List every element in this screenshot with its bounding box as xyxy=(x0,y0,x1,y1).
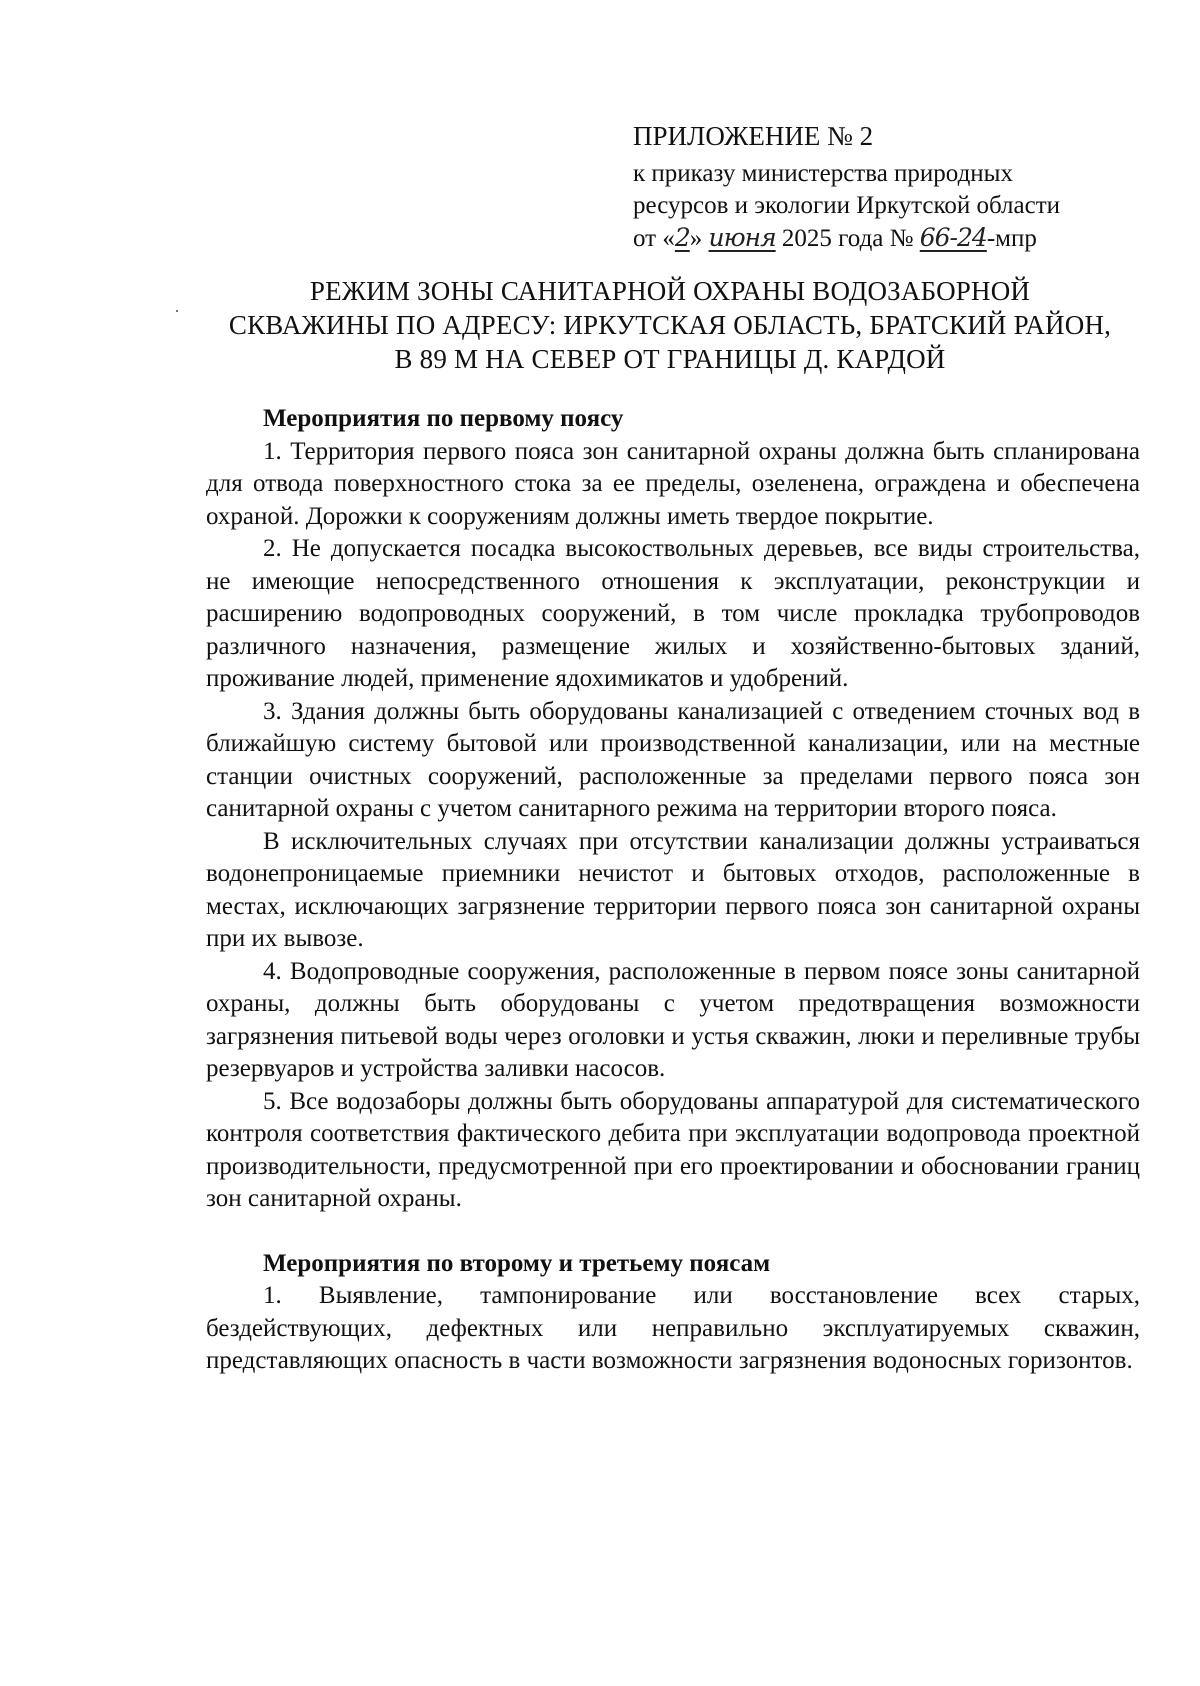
order-suffix: -мпр xyxy=(986,225,1037,252)
annex-title: ПРИЛОЖЕНИЕ № 2 xyxy=(633,121,874,151)
date-day-handwritten: 2 xyxy=(674,223,690,252)
section-gap xyxy=(206,1216,1140,1248)
document-title xyxy=(200,274,1140,376)
section-1-paragraph: 2. Не допускается посадка высокоствольных деревьев, все виды строительства, не имеющие непосредственного отношения к эксплуатации, реконструкции и расширению водопроводных сооружений, в том числе прокладка трубопроводов различного назначения, размещение жилых и хозяйственно-бытовых зданий, проживание людей, применение ядохимикатов и удобрений. xyxy=(206,535,1140,692)
section-1-paragraph: 4. Водопроводные сооружения, расположенные в первом поясе зоны санитарной охраны, должны быть оборудованы с учетом предотвращения возможности загрязнения питьевой воды через оголовки и устья скважин, люки и переливные трубы резервуаров и устройства заливки насосов. xyxy=(206,957,1140,1082)
section-1-paragraph: 1. Территория первого пояса зон санитарной охраны должна быть спланирована для отвода поверхностного стока за ее пределы, озеленена, ограждена и обеспечена охраной. Дорожки к сооружениям должны иметь твердое покрытие. xyxy=(206,437,1140,530)
date-prefix: от « xyxy=(633,225,675,252)
section-2-paragraph: 1. Выявление, тампонирование или восстановление всех старых, бездействующих, дефектных или неправильно эксплуатируемых скважин, представляющих опасность в части возможности загрязнения водоносных горизонтов. xyxy=(206,1282,1140,1374)
date-year: 2025 года № xyxy=(775,225,920,252)
annex-date-line xyxy=(633,222,1153,255)
section-1-paragraph: 5. Все водозаборы должны быть оборудованы аппаратурой для систематического контроля соответствия фактического дебита при эксплуатации водопровода проектной производительности, предусмотренной при его проектировании и обосновании границ зон санитарной охраны. xyxy=(206,1087,1140,1212)
scan-speck xyxy=(176,310,178,312)
annex-line-2: ресурсов и экологии Иркутской области xyxy=(633,192,1061,219)
order-number-handwritten: 66-24 xyxy=(919,223,987,252)
date-mid: » xyxy=(689,225,709,252)
title-line-3: В 89 М НА СЕВЕР ОТ ГРАНИЦЫ Д. КАРДОЙ xyxy=(394,344,946,374)
section-1-paragraph: В исключительных случаях при отсутствии канализации должны устраиваться водонепроницаемые приемники нечистот и бытовых отходов, расположенные в местах, исключающих загрязнение территории первого пояса зон санитарной охраны при их вывозе. xyxy=(206,827,1140,952)
annex-header xyxy=(633,120,1153,255)
section-2-heading: Мероприятия по второму и третьему поясам xyxy=(263,1249,771,1277)
title-line-1: РЕЖИМ ЗОНЫ САНИТАРНОЙ ОХРАНЫ ВОДОЗАБОРНОЙ xyxy=(309,276,1031,306)
section-1-heading: Мероприятия по первому поясу xyxy=(263,405,624,432)
date-month-handwritten: июня xyxy=(708,223,776,252)
title-line-2: СКВАЖИНЫ ПО АДРЕСУ: ИРКУТСКАЯ ОБЛАСТЬ, БРАТСКИЙ РАЙОН, xyxy=(228,310,1112,340)
section-1-paragraph: 3. Здания должны быть оборудованы канализацией с отведением сточных вод в ближайшую систему бытовой или производственной канализации, или на местные станции очистных сооружений, расположенные за пределами первого пояса зон санитарной охраны с учетом санитарного режима на территории второго пояса. xyxy=(206,697,1140,822)
document-body xyxy=(206,403,1140,1378)
annex-line-1: к приказу министерства природных xyxy=(633,160,1013,187)
